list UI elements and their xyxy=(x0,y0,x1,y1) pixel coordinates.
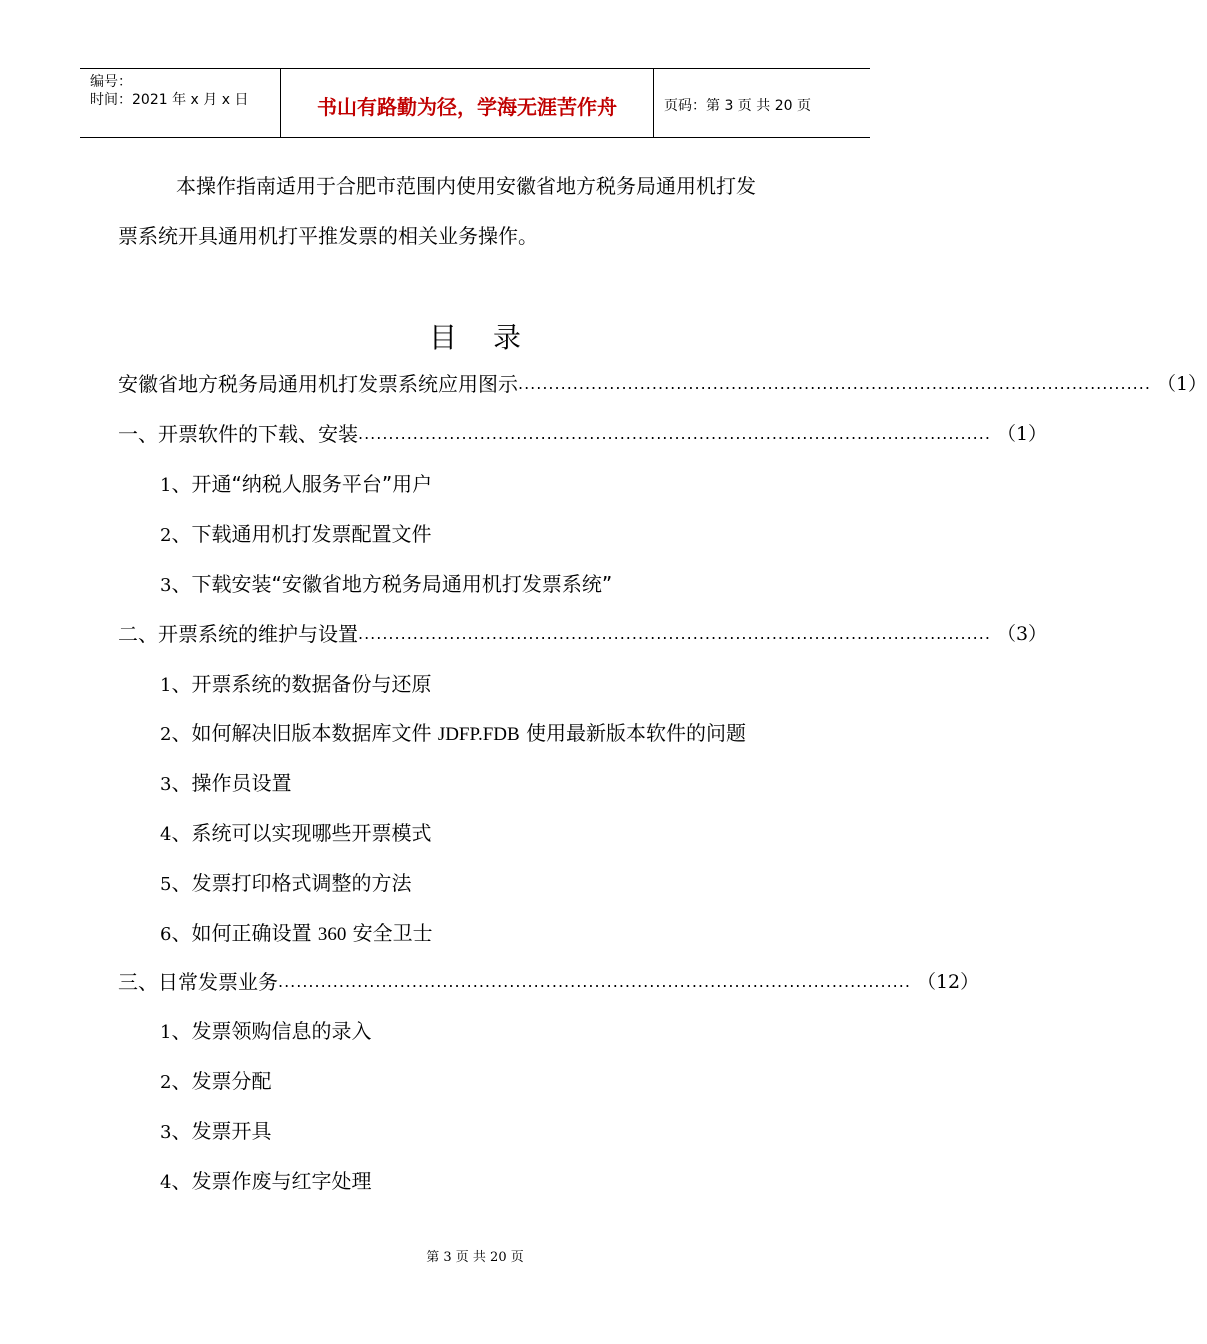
serial-label: 编号： xyxy=(90,74,132,90)
item-number: 3 xyxy=(160,1122,172,1143)
header-right-cell xyxy=(654,69,870,137)
header-middle-cell xyxy=(281,69,654,137)
toc-entry-text: 安徽省地方税务局通用机打发票系统应用图示 xyxy=(118,372,518,396)
item-text: 、发票分配 xyxy=(171,1069,272,1093)
item-text: 、发票开具 xyxy=(171,1119,272,1143)
toc-entry-page: （1） xyxy=(996,423,1048,445)
item-text: 安全卫士 xyxy=(346,921,433,945)
toc-entry-page: （3） xyxy=(996,623,1048,645)
item-number: 2 xyxy=(160,525,172,546)
toc-subitem[interactable] xyxy=(160,669,431,701)
toc-subitem[interactable] xyxy=(160,469,432,501)
toc-leader-dots: ........................................................................................................ xyxy=(518,374,1151,393)
item-text: 、发票领购信息的录入 xyxy=(171,1019,372,1043)
page-footer: 第 3 页 共 20 页 xyxy=(426,1250,524,1265)
toc-entry[interactable] xyxy=(118,369,1207,399)
toc-entry[interactable] xyxy=(118,619,1048,649)
toc-entry-page: （1） xyxy=(1156,373,1207,395)
toc-subitem[interactable] xyxy=(160,868,411,900)
item-text: 、如何正确设置 xyxy=(171,921,318,945)
item-text: 、发票作废与红字处理 xyxy=(171,1169,372,1193)
item-number: 2 xyxy=(160,1072,172,1093)
toc-subitem[interactable] xyxy=(160,818,431,850)
toc-entry[interactable] xyxy=(118,419,1048,449)
item-text: 、操作员设置 xyxy=(171,771,292,795)
toc-subitem[interactable] xyxy=(160,569,612,601)
item-text: 、如何解决旧版本数据库文件 xyxy=(171,721,438,745)
header-page-info: 页码：第 3 页 共 20 页 xyxy=(664,98,811,114)
item-number-inline: 360 xyxy=(317,924,347,945)
toc-subitem[interactable] xyxy=(160,718,746,750)
header-left-cell xyxy=(80,69,281,137)
item-number: 4 xyxy=(160,824,172,845)
toc-subitem[interactable] xyxy=(160,1016,371,1048)
toc-subitem[interactable] xyxy=(160,1116,271,1148)
item-number: 4 xyxy=(160,1172,172,1193)
toc-leader-dots: ........................................................................................................ xyxy=(358,424,991,443)
item-text: 、开票系统的数据备份与还原 xyxy=(171,672,432,696)
intro-line-1: 本操作指南适用于合肥市范围内使用安徽省地方税务局通用机打发 xyxy=(176,174,756,198)
toc-subitem[interactable] xyxy=(160,1066,271,1098)
intro-line-2: 票系统开具通用机打平推发票的相关业务操作。 xyxy=(118,224,538,248)
toc-subitem[interactable] xyxy=(160,918,433,950)
toc-leader-dots: ........................................................................................................ xyxy=(358,624,991,643)
toc-entry-page: （12） xyxy=(916,971,980,993)
toc-subitem[interactable] xyxy=(160,768,291,800)
item-text: 使用最新版本软件的问题 xyxy=(519,721,747,745)
toc-entry[interactable] xyxy=(118,967,980,997)
item-text: 、下载安装“安徽省地方税务局通用机打发票系统” xyxy=(171,572,613,596)
item-number: 6 xyxy=(160,924,172,945)
item-number: 2 xyxy=(160,724,172,745)
date-line: 时间：2021 年 x 月 x 日 xyxy=(90,92,249,108)
item-number: 3 xyxy=(160,774,172,795)
item-number: 5 xyxy=(160,874,172,895)
item-text: 、下载通用机打发票配置文件 xyxy=(171,522,432,546)
toc-entry-text: 一、开票软件的下载、安装 xyxy=(118,422,358,446)
item-filename: JDFP.FDB xyxy=(437,724,520,745)
item-number: 1 xyxy=(160,1022,172,1043)
item-text: 、发票打印格式调整的方法 xyxy=(171,871,412,895)
toc-entry-text: 二、开票系统的维护与设置 xyxy=(118,622,358,646)
toc-subitem[interactable] xyxy=(160,519,431,551)
item-text: 、系统可以实现哪些开票模式 xyxy=(171,821,432,845)
item-number: 1 xyxy=(160,475,172,496)
item-number: 1 xyxy=(160,675,172,696)
toc-subitem[interactable] xyxy=(160,1166,371,1198)
item-number: 3 xyxy=(160,575,172,596)
header-motto: 书山有路勤为径，学海无涯苦作舟 xyxy=(317,95,617,119)
page-header xyxy=(80,68,870,138)
item-text: 、开通“纳税人服务平台”用户 xyxy=(171,472,433,496)
toc-entry-text: 三、日常发票业务 xyxy=(118,970,278,994)
toc-title: 目录 xyxy=(428,321,557,354)
toc-leader-dots: ........................................................................................................ xyxy=(278,972,911,991)
